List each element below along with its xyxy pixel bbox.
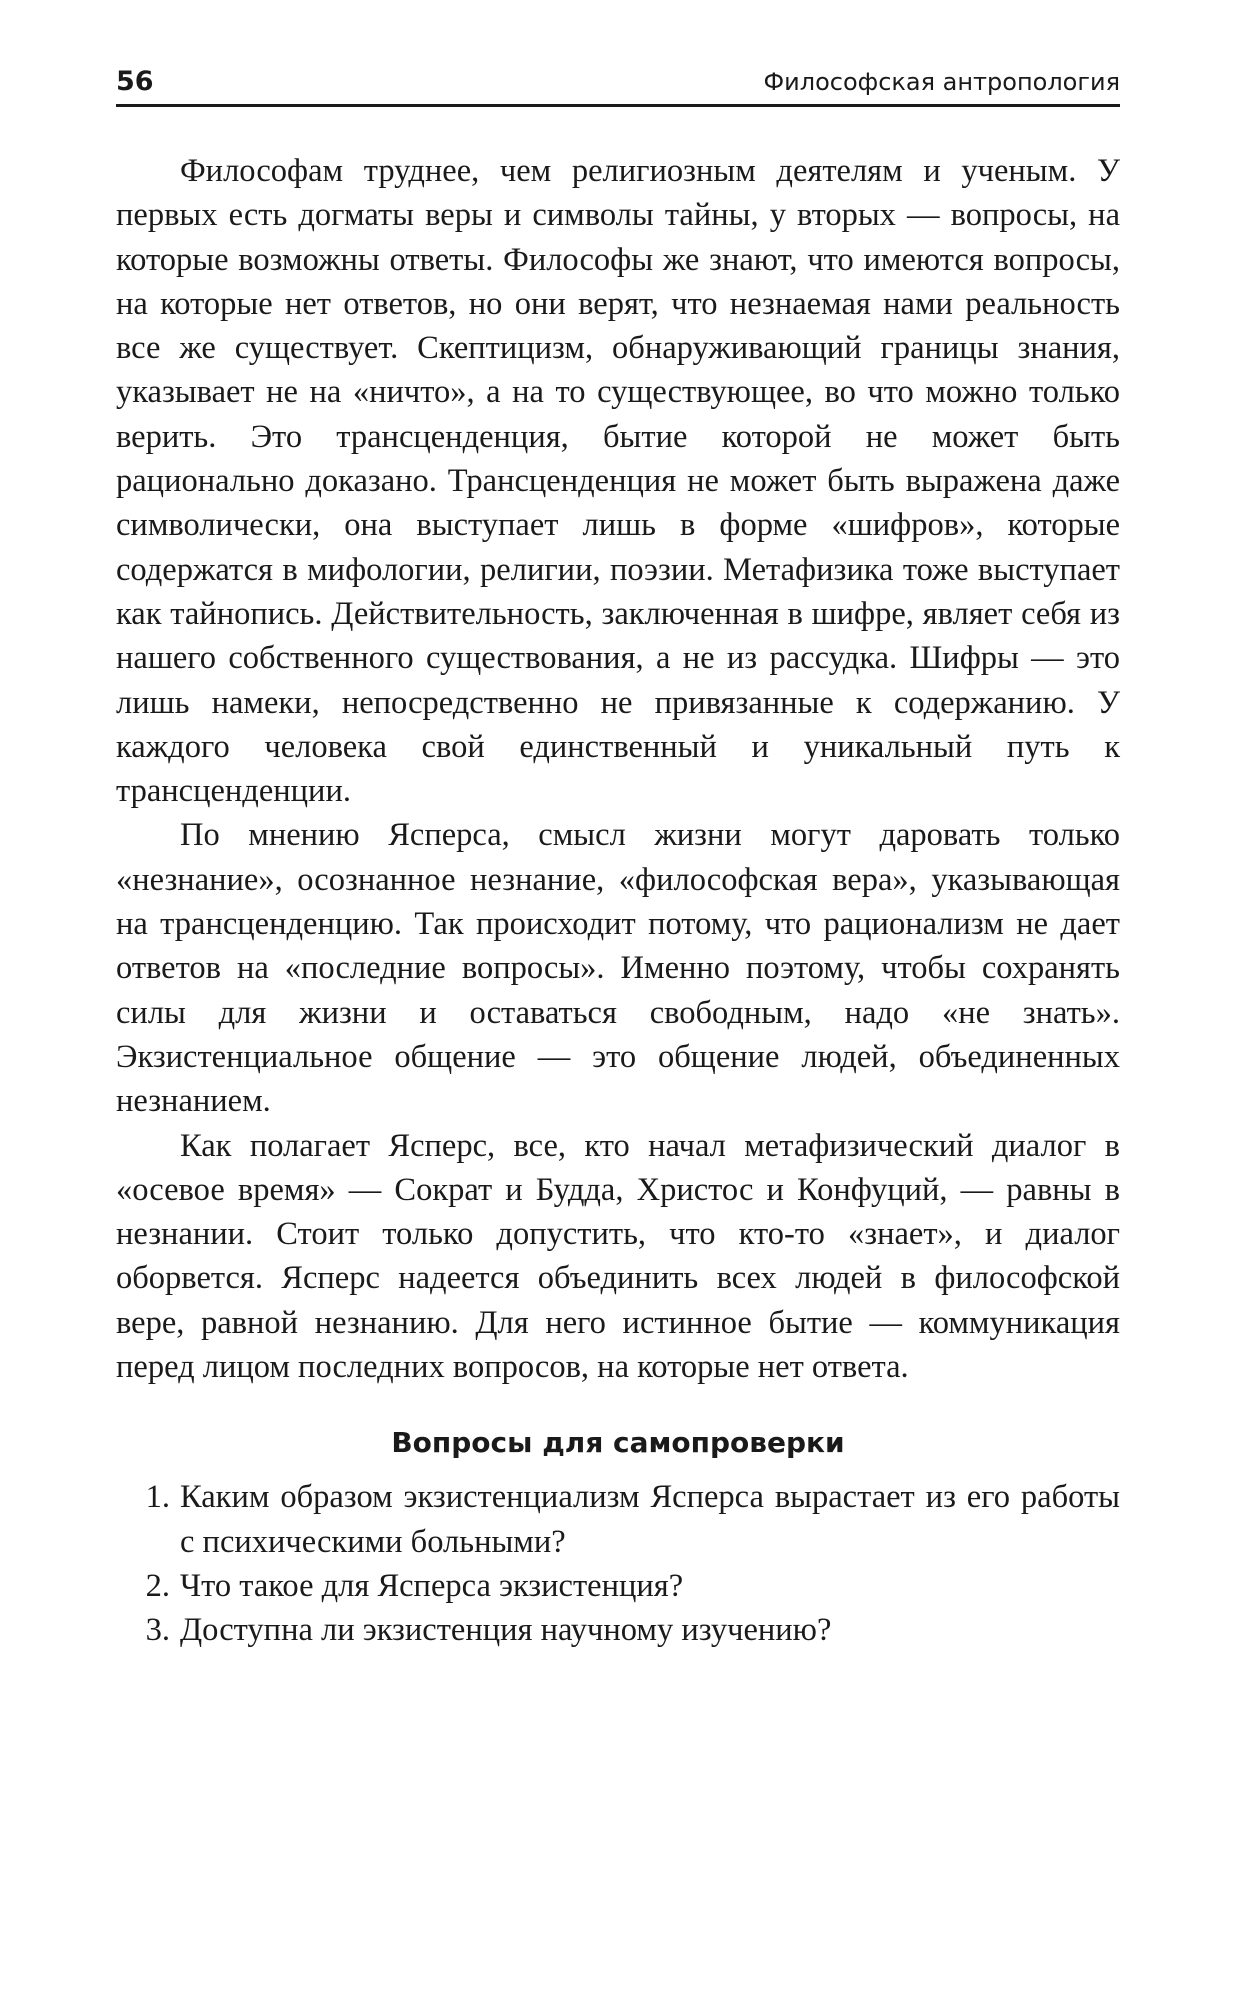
question-item [116, 1564, 1120, 1608]
questions-heading: Вопросы для самопроверки [391, 1426, 845, 1460]
paragraph: Философам труднее, чем религиозным деятелям и ученым. У первых есть догматы веры и символы тайны, у вторых — вопросы, на которые возможны ответы. Философы же знают, что имеются вопросы, на которые нет ответов, но они верят, что незнаемая нами реальность все же существует. Скептицизм, обнаруживающий границы знания, указывает не на «ничто», а на то существующее, во что можно только верить. Это трансценденция, бытие которой не может быть рационально доказано. Трансценденция не может быть выражена даже символически, она выступает лишь в форме «шифров», которые содержатся в мифологии, религии, поэзии. Метафизика тоже выступает как тайнопись. Действительность, заключенная в шифре, являет себя из нашего собственного существования, а не из рассудка. Шифры — это лишь намеки, непосредственно не привязанные к содержанию. У каждого человека свой единственный и уникальный путь к трансценденции. [116, 153, 1120, 810]
question-item [116, 1608, 1120, 1652]
question-number: 2. [145, 1567, 170, 1604]
question-text: Доступна ли экзистенция научному изучению? [180, 1612, 832, 1649]
paragraph: По мнению Ясперса, смысл жизни могут даровать только «незнание», осознанное незнание, «философская вера», указывающая на трансценденцию. Так происходит потому, что рационализм не дает ответов на «последние вопросы». Именно поэтому, чтобы сохранять силы для жизни и оставаться свободным, надо «не знать». Экзистенциальное общение — это общение людей, объединенных незнанием. [116, 817, 1120, 1120]
page-number: 56 [116, 66, 154, 97]
question-text: Каким образом экзистенциализм Ясперса вырастает из его работы с психическими больными? [180, 1479, 1120, 1560]
paragraph: Как полагает Ясперс, все, кто начал метафизический диалог в «осевое время» — Сократ и Будда, Христос и Конфуций, — равны в незнании. Стоит только допустить, что кто-то «знает», и диалог оборвется. Ясперс надеется объединить всех людей в философской вере, равной незнанию. Для него истинное бытие — коммуникация перед лицом последних вопросов, на которые нет ответа. [116, 1127, 1120, 1386]
question-number: 1. [145, 1479, 170, 1516]
question-number: 3. [145, 1612, 170, 1649]
question-item [116, 1475, 1120, 1564]
body-text [116, 149, 1120, 1389]
book-page [116, 60, 1120, 1653]
running-title: Философская антропология [763, 68, 1120, 96]
questions-list [116, 1475, 1120, 1652]
question-text: Что такое для Ясперса экзистенция? [180, 1567, 684, 1604]
running-head [116, 60, 1120, 107]
